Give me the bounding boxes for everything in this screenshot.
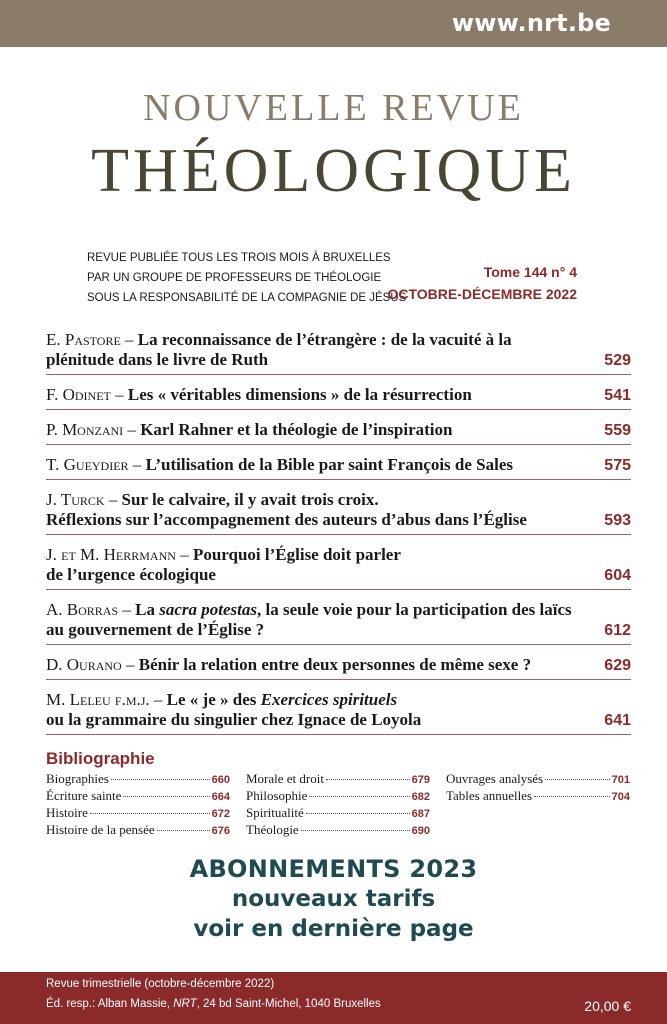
toc-author: J. Turck <box>46 490 105 509</box>
dot-leader <box>123 796 209 797</box>
dot-leader <box>309 796 409 797</box>
toc-separator: – <box>104 490 122 509</box>
toc-author: J. et M. Herrmann <box>46 545 176 564</box>
toc-entry[interactable] <box>46 490 631 535</box>
toc-entry[interactable] <box>46 330 631 375</box>
bibliography-page: 660 <box>211 774 230 786</box>
toc-separator: – <box>121 655 139 674</box>
toc-entry[interactable] <box>46 655 631 680</box>
bibliography-column-2 <box>246 771 430 839</box>
table-of-contents <box>46 330 631 745</box>
toc-page-number: 541 <box>604 387 631 404</box>
toc-author: E. Pastore <box>46 330 121 349</box>
bibliography-page: 687 <box>411 808 430 820</box>
bibliography-label: Ouvrages analysés <box>446 771 544 786</box>
toc-entry[interactable] <box>46 690 631 735</box>
bibliography-heading: Bibliographie <box>46 749 155 768</box>
toc-title-segment: de l’urgence écologique <box>46 565 216 584</box>
bibliography-label: Histoire de la pensée <box>46 822 155 837</box>
dot-leader <box>534 796 610 797</box>
toc-title-segment: ou la grammaire du singulier chez Ignace de Loyola <box>46 710 422 729</box>
publication-info <box>87 248 406 308</box>
price: 20,00 € <box>584 998 631 1014</box>
dot-leader <box>301 830 410 831</box>
subscription-note: voir en dernière page <box>193 916 474 942</box>
toc-page-number: 604 <box>604 567 631 584</box>
toc-separator: – <box>175 545 193 564</box>
top-banner <box>0 0 667 47</box>
bibliography-entry[interactable] <box>46 771 230 788</box>
toc-entry[interactable] <box>46 545 631 590</box>
toc-author: A. Borras <box>46 600 119 619</box>
footer-publisher-post: , 24 bd Saint-Michel, 1040 Bruxelles <box>196 998 381 1010</box>
bibliography-page: 664 <box>211 791 230 803</box>
toc-title-segment: Sur le calvaire, il y avait trois croix. <box>121 490 379 509</box>
bibliography-entry[interactable] <box>46 822 230 839</box>
bibliography-page: 690 <box>411 825 430 837</box>
dot-leader <box>90 813 210 814</box>
bibliography-entry[interactable] <box>46 788 230 805</box>
tome-number: Tome 144 n° 4 <box>483 264 577 280</box>
bibliography-label: Écriture sainte <box>46 788 122 803</box>
issue-info <box>387 261 577 305</box>
toc-author: M. Leleu f.m.j. <box>46 690 150 709</box>
publication-line: PAR UN GROUPE DE PROFESSEURS DE THÉOLOGIE <box>87 272 382 284</box>
footer-bar <box>0 972 667 1024</box>
dot-leader <box>306 813 410 814</box>
website-link[interactable]: www.nrt.be <box>451 9 611 37</box>
bibliography-page: 701 <box>611 774 630 786</box>
bibliography-column-3 <box>446 771 630 805</box>
toc-separator: – <box>120 330 138 349</box>
footer-journal-abbrev: NRT <box>173 998 197 1010</box>
bibliography-page: 682 <box>411 791 430 803</box>
toc-title-italic: sacra potestas <box>159 600 257 619</box>
publication-line: SOUS LA RESPONSABILITÉ DE LA COMPAGNIE DE JÉSUS <box>87 292 407 304</box>
toc-separator: – <box>110 385 128 404</box>
footer-frequency: Revue trimestrielle (octobre-décembre 2022) <box>46 978 275 990</box>
dot-leader <box>326 779 410 780</box>
toc-title <box>128 385 472 404</box>
dot-leader <box>545 779 610 780</box>
toc-page-number: 593 <box>604 512 631 529</box>
toc-title-segment: La <box>135 600 160 619</box>
toc-separator: – <box>123 420 141 439</box>
toc-title-segment: Réflexions sur l’accompagnement des auteurs d’abus dans l’Église <box>46 510 527 529</box>
toc-separator: – <box>128 455 146 474</box>
bibliography-page: 672 <box>211 808 230 820</box>
bibliography-entry[interactable] <box>46 805 230 822</box>
bibliography-label: Histoire <box>46 805 88 820</box>
toc-separator: – <box>118 600 136 619</box>
toc-title-segment: , la seule voie pour la participation des laïcs au gouvernement de l’Église ? <box>46 600 572 639</box>
toc-author: T. Gueydier <box>46 455 129 474</box>
subscription-title: ABONNEMENTS 2023 <box>189 855 478 883</box>
toc-title-italic: Exercices spirituels <box>260 690 398 709</box>
toc-page-number: 575 <box>604 457 631 474</box>
bibliography-page: 704 <box>611 791 630 803</box>
bibliography-page: 679 <box>411 774 430 786</box>
bibliography-label: Philosophie <box>246 788 308 803</box>
masthead-line-2: THÉOLOGIQUE <box>91 137 576 205</box>
bibliography-label: Spiritualité <box>246 805 304 820</box>
dot-leader <box>157 830 210 831</box>
bibliography-entry[interactable] <box>446 788 630 805</box>
toc-title-segment: Pourquoi l’Église doit parler <box>192 545 401 564</box>
toc-title-segment: Karl Rahner et la théologie de l’inspiration <box>140 420 453 439</box>
toc-page-number: 641 <box>604 712 631 729</box>
toc-title <box>139 655 531 674</box>
bibliography-entry[interactable] <box>246 788 430 805</box>
bibliography-entry[interactable] <box>446 771 630 788</box>
toc-title-segment: Le « je » des <box>166 690 261 709</box>
bibliography-label: Théologie <box>246 822 299 837</box>
toc-title-segment: Les « véritables dimensions » de la résurrection <box>127 385 472 404</box>
toc-author: D. Ourano <box>46 655 122 674</box>
toc-page-number: 612 <box>604 622 631 639</box>
toc-title-segment: Bénir la relation entre deux personnes de même sexe ? <box>138 655 532 674</box>
toc-author: F. Odinet <box>46 385 111 404</box>
toc-author: P. Monzani <box>46 420 124 439</box>
dot-leader <box>111 779 210 780</box>
bibliography-page: 676 <box>211 825 230 837</box>
bibliography-label: Morale et droit <box>246 771 324 786</box>
toc-entry[interactable] <box>46 455 631 480</box>
toc-page-number: 629 <box>604 657 631 674</box>
toc-title-segment: La reconnaissance de l’étrangère : de la vacuité à la plénitude dans le livre de Ruth <box>46 330 512 369</box>
bibliography-label: Tables annuelles <box>446 788 533 803</box>
issue-period: OCTOBRE-DÉCEMBRE 2022 <box>387 286 577 302</box>
bibliography-label: Biographies <box>46 771 109 786</box>
subscription-notice <box>0 854 667 944</box>
toc-title <box>140 420 452 439</box>
toc-page-number: 529 <box>604 352 631 369</box>
bibliography-column-1 <box>46 771 230 839</box>
footer-publisher-pre: Éd. resp.: Alban Massie, <box>46 998 174 1010</box>
toc-entry[interactable] <box>46 385 631 410</box>
bibliography-entry[interactable] <box>246 822 430 839</box>
subscription-subtitle: nouveaux tarifs <box>231 886 436 912</box>
toc-separator: – <box>149 690 167 709</box>
toc-entry[interactable] <box>46 420 631 445</box>
toc-entry[interactable] <box>46 600 631 645</box>
masthead-line-1: NOUVELLE REVUE <box>143 87 524 129</box>
bibliography-entry[interactable] <box>246 771 430 788</box>
toc-title <box>146 455 513 474</box>
publication-line: REVUE PUBLIÉE TOUS LES TROIS MOIS À BRUXELLES <box>87 252 391 264</box>
bibliography-entry[interactable] <box>246 805 430 822</box>
footer-publisher <box>46 998 381 1010</box>
toc-title-segment: L’utilisation de la Bible par saint François de Sales <box>145 455 514 474</box>
toc-page-number: 559 <box>604 422 631 439</box>
